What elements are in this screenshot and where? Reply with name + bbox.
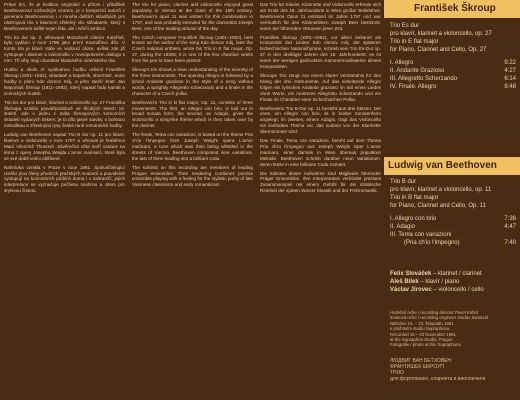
liner-paragraph: František Škroup (1801–1862), vor allem bekannt als Komponist des Liedes Kde domov můj, der späteren tschechischen Nationalhymne, schrieb sein Trio Es-Dur op. 27 in den dreißiger Jahren des 19. Jahrhunderts; es ist eines der wenigen gedruckten Kammermusikwerke dieses Komponisten. [260,34,381,70]
movement-row [390,59,516,67]
liner-paragraph: Škroups Trio zeugt von einem klaren Verständnis für den Klang der drei Instrumente. Auf das einleitende Allegro folgen ein lyrisches Andante grazioso im Stil eines Liedes ohne Worte, ein munteres Allegretto scherzando und ein Finale im Charakter einer tschechischen Polka. [260,72,381,102]
liner-paragraph: Beethovens Trio B-Dur op. 11 besteht aus drei Sätzen. Der erste, ein Allegro con brio, ist in breiter Sonatenform angelegt; im zweiten, einem Adagio, trägt das Violoncello ein liedhaftes Thema vor, das sodann von der Klarinette übernommen wird. [260,105,381,135]
liner-paragraph: Beethoven's Trio in B flat major, Op. 11, consists of three movements. The first, an Allegro con brio, is laid out in broad sonata form; the second, an Adagio, gives the violoncello a song-like theme which is then taken over by the clarinet. [132,99,253,129]
liner-paragraph: The Czech composer František Škroup (1801–1862), best known as the author of the song Kde domov můj, later the Czech national anthem, wrote his Trio in E flat major, Op. 27, during the 1830s; it is one of the few chamber works from his pen to have been printed. [132,34,253,64]
liner-paragraph: Trio Es dur op. 2, věnované Mozartově ctitelce Kateřině, bylo vydáno v roce 1798 jako první Kramářovo dílo. V tomto triu je klavír stále ve vedoucí úloze, avšak zde již vystupuje i klarinet a violoncello v rovnoprávném dialogu s ním. Tři věty mají charakter klasického vídeňského tria. [4,34,125,64]
credit-line: v pražském studiu Supraphonu [390,326,450,332]
credit-line: Nahráno 16. – 23. listopadu 1981 [390,320,454,326]
performers-list [390,270,516,294]
movement-duration: 7:36 [504,216,516,222]
liner-notes-column-czech [0,0,128,400]
composer-banner-skroup [384,0,520,18]
movement-duration: 9:22 [504,60,516,66]
liner-paragraph: Das Finale, Tema con variazioni, beruht auf dem Thema Pria ch'io l'impegno aus Joseph Weigls Oper L'amor marinaro, einer damals in Wien überaus populären Melodie. Beethoven schrieb darüber neun Variationen, deren letzte in eine brillante Coda mündet. [260,138,381,167]
liner-notes-column-german [256,0,384,400]
movement-label: III. Tema con variazioni [390,232,452,238]
movement-row [390,223,516,231]
liner-paragraph: Hudbu a okolo ní vydávanou hudbu ovlivnil František Škroup (1801–1862), skladatel a kapelník, sbormistr, autor hudby k písni Kde domov můj, a jeho starší bratr Jan Nepomuk Škroup (1811–1892), který napsal řadu kantát a scénických hudeb. [4,67,125,96]
movement-label: IV. Finale. Allegro [390,84,437,90]
movement-label: II. Adagio [390,224,416,230]
movement-row [390,67,516,75]
liner-paragraph: Ludwig van Beethoven napsal Trio B dur op. 11 pro klavír, klarinet a violoncello v roce 1797 a věnoval je hraběnce Marii Vilemíně Thunové. Závěrečná věta tvoří variace na téma z opery Josepha Weigla L'amor marinaro, které bylo ve své době velmi oblíbené. [4,132,125,161]
performer-role: – klarinet / clarinet [433,271,482,277]
cyrillic-line: ТРИО [390,370,404,376]
movement-label: III. Allegretto Scherzando [390,76,458,82]
credit-line: Recorded 16 – 23 November 1981 [390,331,456,337]
liner-paragraph: Die Solisten dieser Aufnahme sind Mitglieder führender Prager Ensembles. Ihre Interpretation verbindet präzises Zusammenspiel mit einem Gefühl für die stilistische Reinheit der späten Wiener Klassik und der Frühromantik. [260,170,381,194]
liner-paragraph: The soloists on this recording are members of leading Prague ensembles. Their rendering combines precise ensemble playing with a feeling for the stylistic purity of late Viennese classicism and early romanticism. [132,164,253,188]
performer-name: Aleš Bílek [390,279,419,285]
performer-row [390,286,516,294]
movement-duration: 6:14 [504,76,516,82]
work-title: Trio Es dur [390,23,420,29]
liner-paragraph: The trio for piano, clarinet and violoncello enjoyed great popularity in Vienna at the close of the 18th century. Beethoven's opus 11 was written for this combination in 1797, and was probably intended for the clarinettist Joseph Beer, one of the leading virtuosi of the day. [132,2,253,31]
movement-row [390,75,516,83]
performer-role: – klavír / piano [420,279,460,285]
movement-duration: 4:47 [504,224,516,230]
cyrillic-line: ФРАНТИШЕК ШКРОУП [390,364,444,370]
work-title-translation: Trio in B flat major [390,195,439,201]
cyrillic-title-block [390,358,516,382]
work-title-translation: Trio in E flat major [390,39,439,45]
work-subtitle-translation: for Piano, Clarinet and Cello, Op. 27 [390,47,487,53]
performer-role: – violoncello / cello [433,287,484,293]
composer-name: Ludwig van Beethoven [388,160,497,171]
liner-paragraph: Nahrávka vznikla v Praze v roce 1981. Spoluúčinkující umělci jsou členy předních pražských souborů a pravidelně vystupují na koncertních pódiích doma i v zahraničí; jejich interpretace se vyznačuje pečlivou souhrou a citem pro stylovou čistotu. [4,164,125,194]
work-block-beethoven-trio [390,178,516,247]
cyrillic-line: ЛЮДВИГ ВАН БЕТХОВЕН [390,358,452,364]
performer-name: Felix Slováček [390,271,432,277]
liner-paragraph: Das Trio für Klavier, Klarinette und Violoncello erfreute sich am Ende des 18. Jahrhunderts in Wien großer Beliebtheit. Beethovens Opus 11 entstand im Jahre 1797 und war vermutlich für den Klarinettisten Joseph Beer bestimmt, einen der führenden Virtuosen jener Zeit. [260,2,381,31]
movement-row [390,239,516,247]
movement-duration: 4:27 [504,68,516,74]
liner-paragraph: Trio Es dur pro klavír, klarinet a violoncello op. 27 Františka Škroupa vzniklo pravděpodobně ve třicátých letech 19. století. Jde o jednu z mála Škroupových komorních skladeb vydaných tiskem; je to dílo jasné stavby, s bohatou melodikou a zřetelnými rysy české raně romantické hudby. [4,99,125,129]
track-listing-column [384,0,520,400]
credit-line: Zvuková režie / recording engineer Václav Zamazal [390,315,488,321]
movement-label: (Pria ch'io l'impegno) [404,240,460,246]
work-subtitle: pro klavír, klarinet a violoncello, op. 27 [390,31,492,37]
movement-label: I. Allegro con brio [390,216,437,222]
work-title: Trio B dur [390,179,417,185]
movement-label: II. Andante Grazioso [390,68,445,74]
cyrillic-line: для фортепиано, кларнета и виолончели [390,376,486,382]
performer-row [390,270,516,278]
composer-name: František Škroup [414,3,496,14]
movement-duration: 8:48 [504,84,516,90]
credit-line: Hudební režie / recording director Pavel Kühnl [390,310,478,315]
composer-banner-beethoven [384,157,520,175]
movement-label: I. Allegro [390,60,414,66]
work-subtitle-translation: for Piano, Clarinet and Cello, Op. 11 [390,203,486,209]
liner-notes-column-english [128,0,256,400]
liner-paragraph: Škroup's trio shows a clear understanding of the sonority of the three instruments. The opening Allegro is followed by a lyrical Andante grazioso in the style of a song without words, a sprightly Allegretto scherzando and a finale in the character of a Czech polka. [132,67,253,96]
credit-line: at the Supraphon Studio, Prague [390,337,453,343]
credit-line: Fotografie / photo archiv Supraphonu [390,342,461,348]
movement-duration: 7:40 [504,240,516,246]
movement-row [390,83,516,91]
movement-row [390,231,516,239]
performer-name: Václav Jírovec [390,287,432,293]
work-subtitle: pro klavír, klarinet a violoncello, op. 11 [390,187,492,193]
performer-row [390,278,516,286]
movement-row [390,215,516,223]
liner-paragraph: The finale, Tema con variazioni, is based on the theme Pria ch'io l'impegno from Joseph Weigl's opera L'amor marinaro, a tune which was then being whistled in the streets of Vienna. Beethoven composed nine variations, the last of them leading into a brilliant coda. [132,132,253,161]
recording-credits [390,310,516,348]
work-block-skroup-trio [390,22,516,91]
liner-paragraph: Práve tím, že je kvalitou originální a přitom i přitažlivě Beethovenovi rozhodným vzorem, je v kompozici autorů z generace Beethovenovy i v mnoha dalších skladbách pro nástrojová tria s klavírem zřetelný vliv skladatele, který s Beethovenem sdílel nejen léta, ale i tvůrčí ambice. [4,2,125,31]
